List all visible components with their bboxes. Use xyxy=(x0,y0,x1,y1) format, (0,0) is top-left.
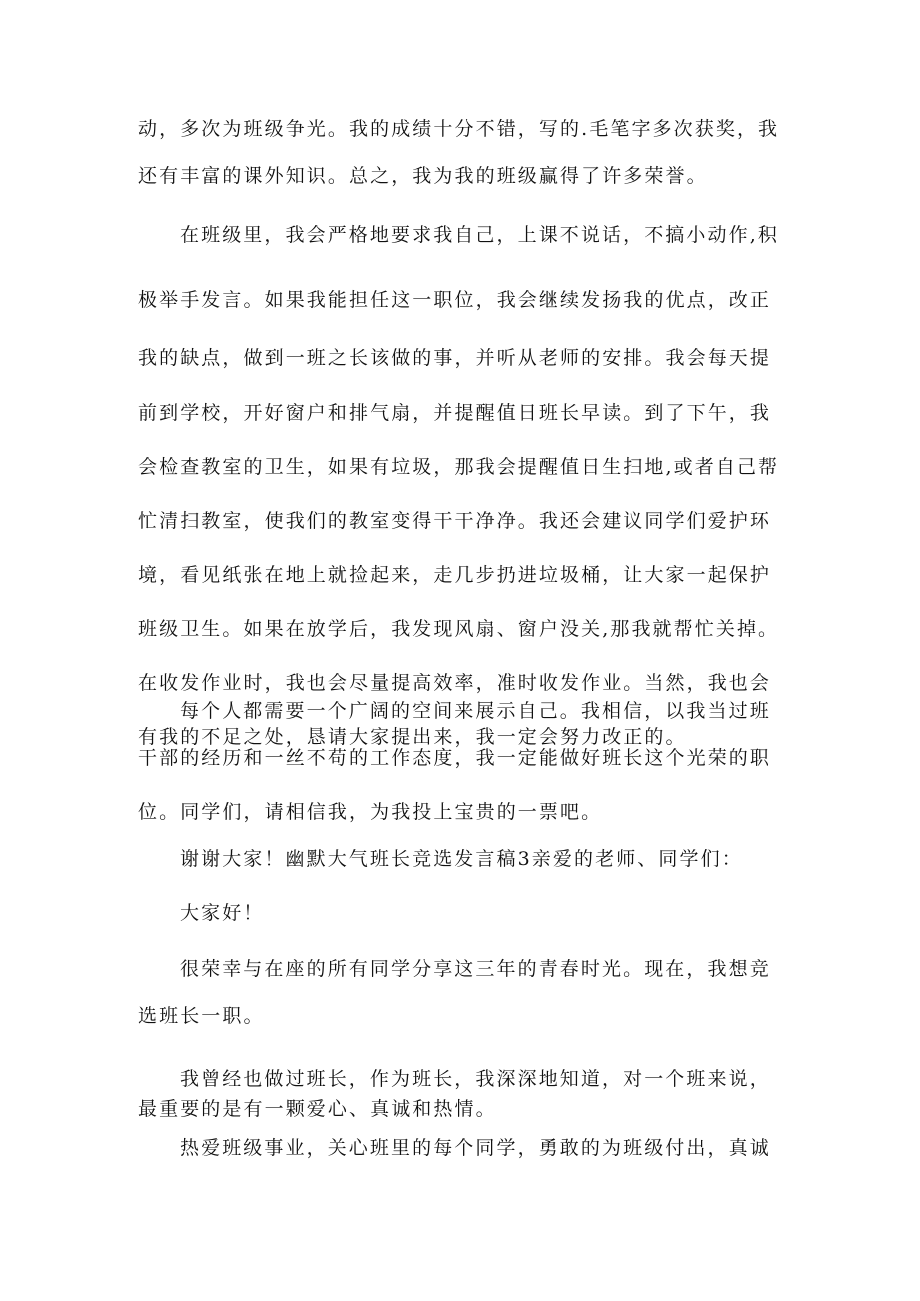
paragraph-4 xyxy=(138,840,798,878)
text-line: 有我的不足之处，恳请大家提出来，我一定会努力改正的。 xyxy=(138,726,687,748)
text-line: 我曾经也做过班长，作为班长，我深深地知道，对一个班来说， xyxy=(180,1068,771,1090)
text-line: 会检查教室的卫生，如果有垃圾，那我会提醒值日生扫地,或者自己帮 xyxy=(138,456,780,478)
text-line: 位。同学们，请相信我，为我投上宝贵的一票吧。 xyxy=(138,801,603,823)
paragraph-2 xyxy=(138,216,798,764)
text-line: 干部的经历和一丝不苟的工作态度，我一定能做好班长这个光荣的职 xyxy=(138,747,772,769)
text-line: 谢谢大家！幽默大气班长竞选发言稿3亲爱的老师、同学们： xyxy=(180,848,743,870)
text-line: 最重要的是有一颗爱心、真诚和热情。 xyxy=(138,1098,497,1120)
paragraph-3 xyxy=(138,692,798,838)
text-line: 忙清扫教室，使我们的教室变得干干净净。我还会建议同学们爱护环 xyxy=(138,510,772,532)
text-line: 还有丰富的课外知识。总之，我为我的班级赢得了许多荣誉。 xyxy=(138,165,708,187)
text-line: 选班长一职。 xyxy=(138,1005,265,1027)
text-line: 在收发作业时，我也会尽量提高效率，准时收发作业。当然，我也会 xyxy=(138,672,772,694)
text-line: 动，多次为班级争光。我的成绩十分不错，写的.毛笔字多次获奖，我 xyxy=(138,118,780,140)
paragraph-8 xyxy=(138,1129,798,1167)
text-line: 前到学校，开好窗户和排气扇，并提醒值日班长早读。到了下午，我 xyxy=(138,402,772,424)
text-line: 我的缺点，做到一班之长该做的事，并听从老师的安排。我会每天提 xyxy=(138,347,772,369)
text-line: 热爱班级事业，关心班里的每个同学，勇敢的为班级付出，真诚 xyxy=(180,1137,771,1159)
text-line: 每个人都需要一个广阔的空间来展示自己。我相信，以我当过班 xyxy=(180,700,771,722)
text-line: 大家好！ xyxy=(180,902,265,924)
paragraph-6 xyxy=(138,950,798,1044)
paragraph-5 xyxy=(138,894,798,932)
paragraph-7 xyxy=(138,1064,798,1124)
text-line: 很荣幸与在座的所有同学分享这三年的青春时光。现在，我想竞 xyxy=(180,958,771,980)
text-line: 境，看见纸张在地上就捡起来，走几步扔进垃圾桶，让大家一起保护 xyxy=(138,564,772,586)
text-line: 在班级里，我会严格地要求我自己，上课不说话，不搞小动作,积 xyxy=(180,224,779,246)
paragraph-1 xyxy=(138,110,798,204)
text-line: 极举手发言。如果我能担任这一职位，我会继续发扬我的优点，改正 xyxy=(138,289,772,311)
text-line: 班级卫生。如果在放学后，我发现风扇、窗户没关,那我就帮忙关掉。 xyxy=(138,618,780,640)
